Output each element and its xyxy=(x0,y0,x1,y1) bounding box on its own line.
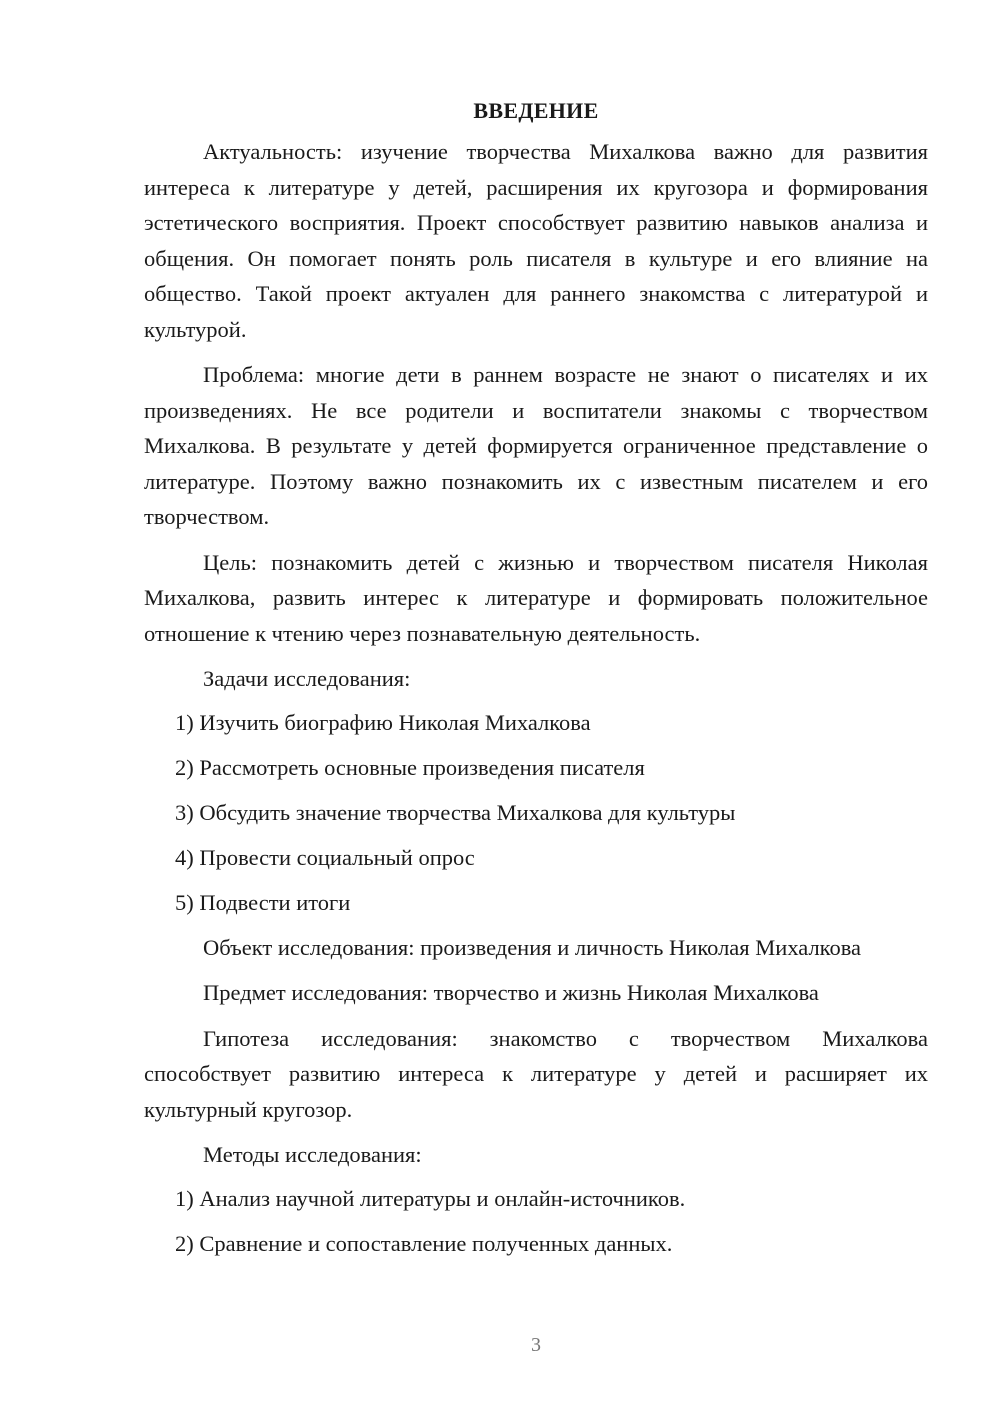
list-item: 2) Рассмотреть основные произведения писателя xyxy=(175,754,645,780)
document-page xyxy=(144,94,928,1271)
tasks-heading: Задачи исследования: xyxy=(203,666,411,691)
tasks-list xyxy=(144,705,928,921)
list-item: 1) Изучить биографию Николая Михалкова xyxy=(175,709,591,735)
list-item: 1) Анализ научной литературы и онлайн-источников. xyxy=(175,1185,686,1211)
subject-paragraph: Предмет исследования: творчество и жизнь Николая Михалкова xyxy=(203,980,819,1005)
problem-paragraph: Проблема: многие дети в раннем возрасте не знают о писателях и их произведениях. Не все родители и воспитатели знакомы с творчеством Михалкова. В результате у детей формируется ограниченное представление о литературе. Поэтому важно познакомить их с известным писателем и его творчеством. xyxy=(144,362,928,529)
relevance-paragraph: Актуальность: изучение творчества Михалкова важно для развития интереса к литературе у детей, расширения их кругозора и формирования эстетического восприятия. Проект способствует развитию навыков анализа и общения. Он помогает понять роль писателя в культуре и его влияние на общество. Такой проект актуален для раннего знакомства с литературой и культурой. xyxy=(144,139,928,342)
hypothesis-paragraph: Гипотеза исследования: знакомство с творчеством Михалкова способствует развитию интереса к литературе у детей и расширяет их культурный кругозор. xyxy=(144,1025,928,1122)
methods-heading: Методы исследования: xyxy=(203,1142,422,1167)
list-item: 4) Провести социальный опрос xyxy=(175,844,475,870)
list-item: 2) Сравнение и сопоставление полученных данных. xyxy=(175,1230,673,1256)
list-item: 3) Обсудить значение творчества Михалкова для культуры xyxy=(175,799,736,825)
page-number: 3 xyxy=(531,1334,541,1356)
goal-paragraph: Цель: познакомить детей с жизнью и творчеством писателя Николая Михалкова, развить интерес к литературе и формировать положительное отношение к чтению через познавательную деятельность. xyxy=(144,549,928,646)
object-paragraph: Объект исследования: произведения и личность Николая Михалкова xyxy=(203,934,862,960)
list-item: 5) Подвести итоги xyxy=(175,889,351,915)
methods-list xyxy=(144,1181,928,1262)
page-title: ВВЕДЕНИЕ xyxy=(473,98,599,123)
